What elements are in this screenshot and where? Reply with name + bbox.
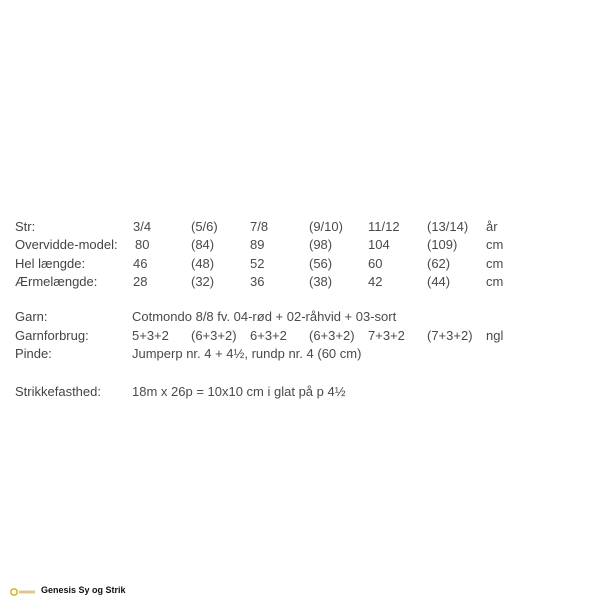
size-label: Str: [15,219,36,234]
sleeve-value: (44) [427,274,451,289]
genesis-logo-icon [10,586,36,598]
sleeve-value: (38) [309,274,333,289]
yarn-usage-unit: ngl [486,328,504,343]
length-value: (62) [427,256,451,271]
sleeve-value: 42 [368,274,383,289]
yarn-label: Garn: [15,309,48,324]
chest-value: 104 [368,237,390,252]
yarn-usage-value: 6+3+2 [250,328,287,343]
size-value: (13/14) [427,219,469,234]
chest-value: (98) [309,237,333,252]
chest-label: Overvidde-model: [15,237,118,252]
yarn-usage-label: Garnforbrug: [15,328,89,343]
sleeve-value: 28 [133,274,148,289]
footer-brand: Genesis Sy og Strik [41,585,126,595]
yarn-usage-value: 5+3+2 [132,328,169,343]
size-value: (5/6) [191,219,218,234]
yarn-usage-value: 7+3+2 [368,328,405,343]
needles-value: Jumperp nr. 4 + 4½, rundp nr. 4 (60 cm) [132,346,362,361]
yarn-usage-value: (6+3+2) [309,328,355,343]
yarn-value: Cotmondo 8/8 fv. 04-rød + 02-råhvid + 03-sort [132,309,397,324]
length-value: 52 [250,256,265,271]
chest-value: (84) [191,237,215,252]
chest-value: (109) [427,237,458,252]
chest-value: 80 [135,237,150,252]
length-value: (48) [191,256,215,271]
size-value: (9/10) [309,219,343,234]
length-unit: cm [486,256,504,271]
size-unit: år [486,219,498,234]
gauge-value: 18m x 26p = 10x10 cm i glat på p 4½ [132,384,346,399]
length-label: Hel længde: [15,256,86,271]
chest-unit: cm [486,237,504,252]
sleeve-unit: cm [486,274,504,289]
sleeve-value: (32) [191,274,215,289]
yarn-usage-value: (6+3+2) [191,328,237,343]
needles-label: Pinde: [15,346,52,361]
length-value: (56) [309,256,333,271]
gauge-label: Strikkefasthed: [15,384,101,399]
length-value: 60 [368,256,383,271]
sleeve-label: Ærmelængde: [15,274,98,289]
size-value: 7/8 [250,219,269,234]
chest-value: 89 [250,237,265,252]
length-value: 46 [133,256,148,271]
size-value: 11/12 [368,219,400,234]
yarn-usage-value: (7+3+2) [427,328,473,343]
sleeve-value: 36 [250,274,265,289]
genesis-logo [10,585,36,597]
size-value: 3/4 [133,219,152,234]
